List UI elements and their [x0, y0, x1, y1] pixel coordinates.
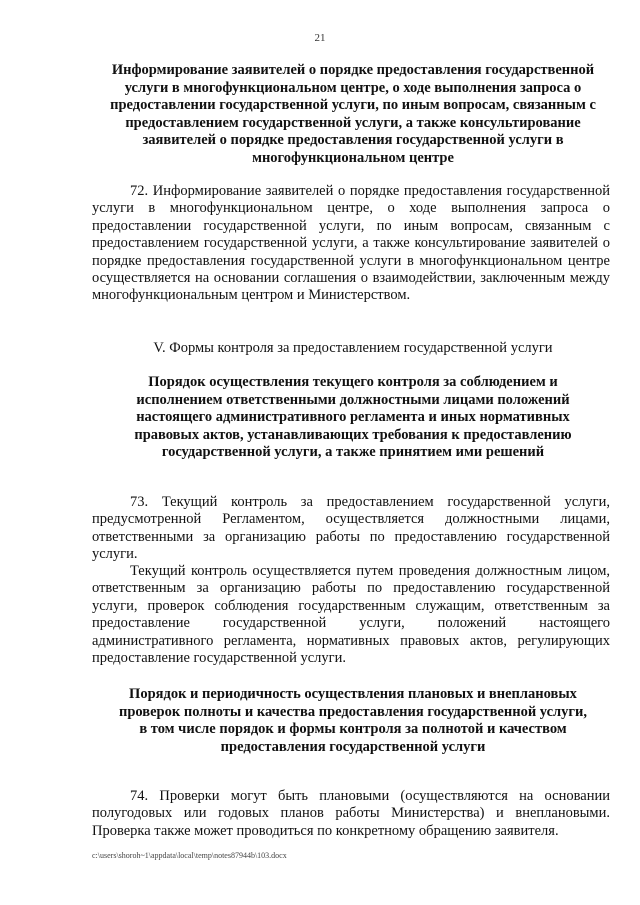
paragraph-74: 74. Проверки могут быть плановыми (осуществляются на основании полугодовых или годовых планов работы Министерства) и внеплановыми. Проверка также может проводиться по конкретному обращению заявителя.	[92, 788, 610, 839]
section-heading-current-control: Порядок осуществления текущего контроля за соблюдением и исполнением ответственными должностными лицами положений настоящего административного регламента и иных нормативных правовых актов, устанавливающих требования к предоставлению государственной услуги, а также принятием ими решений	[134, 374, 572, 460]
paragraph-72: 72. Информирование заявителей о порядке предоставления государственной услуги в многофункциональном центре, о ходе выполнения запроса о предоставлении государственной услуги, по иным вопросам, связанным с предоставлением государственной услуги, а также консультирование заявителей о порядке предоставления государственной услуги в многофункциональном центре осуществляется на основании соглашения о взаимодействии, заключенным между многофункциональным центром и Министерством.	[92, 183, 610, 304]
paragraph-73-continued: Текущий контроль осуществляется путем проведения должностным лицом, ответственным за организацию работы по предоставлению государственной услуги, проверок соблюдения государственным служащим, ответственным за предоставление государственной услуги, положений настоящего административного регламента, нормативных правовых актов, регулирующих предоставление государственной услуги.	[92, 563, 610, 667]
section-heading-informing: Информирование заявителей о порядке предоставления государственной услуги в многофункциональном центре, о ходе выполнения запроса о предоставлении государственной услуги, по иным вопросам, связанным с предоставлением государственной услуги, а также консультирование заявителей о порядке предоставления государственной услуги в многофункциональном центре	[110, 62, 596, 166]
paragraph-73: 73. Текущий контроль за предоставлением государственной услуги, предусмотренной Регламентом, осуществляется должностными лицами, ответственными за организацию работы по предоставлению государственной услуги.	[92, 494, 610, 563]
section-heading-control-forms: V. Формы контроля за предоставлением государственной услуги	[153, 340, 553, 356]
footer-file-path: c:\users\shoroh~1\appdata\local\temp\notes87944b\103.docx	[92, 851, 287, 860]
section-heading-inspections: Порядок и периодичность осуществления плановых и внеплановых проверок полноты и качества предоставления государственной услуги, в том числе порядок и формы контроля за полнотой и качеством предоставления государственной услуги	[118, 686, 587, 755]
page-number: 21	[314, 32, 326, 44]
